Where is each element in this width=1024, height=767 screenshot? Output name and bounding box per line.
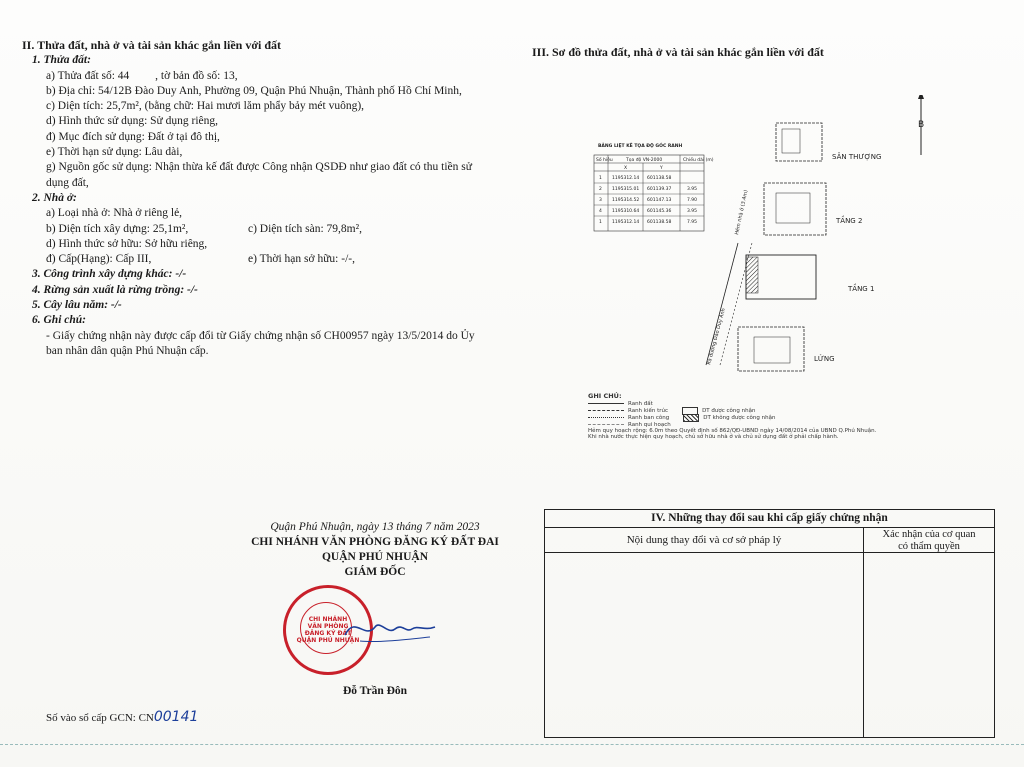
production-forest: 4. Rừng sản xuất là rừng trồng: -/-	[32, 283, 198, 296]
coord-row-length: 7.90	[687, 198, 698, 203]
th-y: Y	[660, 166, 663, 171]
coord-table-title: BẢNG LIỆT KÊ TỌA ĐỘ GÓC RANH	[598, 144, 683, 149]
legend-row-3	[588, 414, 918, 421]
confirmation-header-line-1: Xác nhận của cơ quan	[882, 529, 976, 540]
section-iv-body	[545, 553, 994, 738]
coord-row-number: 2	[599, 187, 602, 192]
issue-date: Quận Phú Nhuận, ngày 13 tháng 7 năm 2023	[270, 521, 480, 533]
th-x: X	[624, 166, 628, 171]
issuing-district: QUẬN PHÚ NHUẬN	[321, 551, 429, 563]
coord-row-number: 1	[599, 176, 602, 181]
floor2-room	[776, 193, 810, 223]
page-bottom-rule	[0, 744, 1024, 745]
changes-column-header: Nội dung thay đổi và cơ sở pháp lý	[545, 528, 864, 552]
section-ii	[22, 38, 502, 359]
floor-area: c) Diện tích sàn: 79,8m²,	[248, 222, 362, 235]
coord-row-length: 3.95	[687, 209, 698, 214]
confirmation-header-line-2: có thẩm quyền	[898, 540, 960, 552]
parcel-number: a) Thửa đất số: 44 , tờ bản đồ số: 13,	[46, 69, 238, 82]
legend-title: GHI CHÚ:	[588, 392, 622, 400]
ownership-term: e) Thời hạn sở hữu: -/-,	[248, 253, 355, 266]
gcn-number: 00141	[153, 709, 199, 725]
coord-row-number: 3	[599, 198, 602, 203]
signer-role: GIÁM ĐỐC	[344, 566, 406, 578]
legend-note-1: Hẻm quy hoạch rộng: 6.0m theo Quyết định số 862/QĐ-UBND ngày 14/08/2014 của UBND Q.Phú Nhuận.	[588, 428, 877, 434]
use-origin: g) Nguồn gốc sử dụng: Nhận thừa kế đất được Công nhận QSDĐ như giao đất có thu tiền sử dụng đất,	[46, 161, 472, 189]
section-iv-header	[545, 528, 994, 553]
coord-row-y: 601138.58	[647, 220, 672, 225]
confirmation-column-header	[864, 528, 994, 552]
house-heading: 2. Nhà ở:	[32, 191, 77, 204]
construction-area: b) Diện tích xây dựng: 25,1m²,	[46, 222, 189, 235]
perennial-trees: 5. Cây lâu năm: -/-	[32, 299, 122, 312]
legend-planning-boundary: Ranh qui hoạch	[628, 421, 671, 428]
seal-line-3: ĐĂNG KÝ ĐẤT	[304, 630, 352, 637]
coord-row-x: 1195315.01	[612, 187, 640, 192]
legend-note-2: Khi nhà nước thực hiện quy hoạch, chủ sở hữu nhà ở và chủ sử dụng đất ở phải chấp hành.	[588, 434, 839, 440]
floor1-label: TẦNG 1	[848, 285, 875, 293]
house-area-row	[22, 222, 502, 237]
changes-column-body	[545, 553, 864, 738]
coord-row-x: 1195312.14	[612, 220, 640, 225]
use-term: e) Thời hạn sử dụng: Lâu dài,	[46, 146, 183, 159]
coord-row-x: 1195310.64	[612, 209, 640, 214]
legend-land-boundary: Ranh đất	[628, 400, 653, 407]
legend-unrecognized-area: DT không được công nhận	[703, 414, 776, 421]
legend-balcony-boundary: Ranh ban công	[628, 414, 670, 421]
seal-line-1: CHI NHÁNH	[308, 616, 348, 623]
ownership-form: d) Hình thức sở hữu: Sở hữu riêng,	[46, 237, 208, 250]
road-label: Ra đường Đào Duy Anh	[706, 307, 728, 366]
coord-row-x: 1195314.52	[612, 198, 640, 203]
gcn-label: Số vào sổ cấp GCN: CN	[46, 712, 154, 724]
notes-text: - Giấy chứng nhận này được cấp đổi từ Giấy chứng nhận số CH00957 ngày 13/5/2014 do Ủy ban nhân dân quận Phú Nhuận cấp.	[46, 329, 475, 357]
signer-name: Đỗ Trần Đôn	[342, 685, 408, 697]
seal-line-4: QUẬN PHÚ NHUẬN	[296, 637, 360, 644]
parcel-diagram	[588, 95, 928, 385]
alley-label: Hẻm nhà ở (3.4m)	[734, 189, 750, 236]
th-len: Chiều dài (m)	[683, 158, 714, 163]
notes-heading: 6. Ghi chú:	[32, 314, 86, 327]
coord-row-number: 4	[599, 209, 602, 214]
land-parcel-heading: 1. Thửa đất:	[32, 54, 91, 67]
other-works: 3. Công trình xây dựng khác: -/-	[32, 268, 187, 281]
confirmation-column-body	[864, 553, 994, 738]
gcn-register-number	[46, 709, 198, 725]
issuing-org: CHI NHÁNH VĂN PHÒNG ĐĂNG KÝ ĐẤT ĐAI	[251, 536, 499, 548]
section-iii-title: III. Sơ đồ thửa đất, nhà ở và tài sản khác gắn liền với đất	[532, 45, 824, 59]
section-iv-table	[544, 509, 995, 738]
legend-recognized-area: DT được công nhận	[702, 407, 756, 414]
legend-row-4	[588, 421, 918, 428]
mezzanine-room	[754, 337, 790, 363]
legend-row-2	[588, 407, 918, 414]
legend-row-1	[588, 400, 918, 407]
handwritten-signature	[340, 605, 440, 655]
use-purpose: đ) Mục đích sử dụng: Đất ở tại đô thị,	[46, 130, 220, 143]
legend-box-unrecognized	[683, 414, 699, 422]
rooftop-label: SÂN THƯỢNG	[832, 153, 882, 161]
coord-rows	[594, 175, 704, 225]
seal-line-2: VĂN PHÒNG	[307, 623, 349, 630]
parcel-area: c) Diện tích: 25,7m², (bằng chữ: Hai mươi lăm phẩy bảy mét vuông),	[46, 100, 365, 113]
house-type: a) Loại nhà ở: Nhà ở riêng lẻ,	[46, 207, 183, 220]
north-arrow-icon	[918, 95, 924, 99]
th-stt: Số hiệu	[596, 158, 613, 163]
coordinate-table	[594, 141, 714, 231]
legend-arch-boundary: Ranh kiến trúc	[628, 407, 669, 414]
use-form: d) Hình thức sử dụng: Sử dụng riêng,	[46, 115, 219, 128]
floor1-hatched-area	[746, 257, 758, 293]
rooftop-room	[782, 129, 800, 153]
coord-row-y: 601145.36	[647, 209, 672, 214]
house-grade-row	[22, 252, 502, 267]
house-grade: đ) Cấp(Hạng): Cấp III,	[46, 253, 152, 266]
section-iv-title: IV. Những thay đổi sau khi cấp giấy chứng nhận	[545, 510, 994, 528]
mezzanine-outline	[738, 327, 804, 371]
coord-row-x: 1195312.14	[612, 176, 640, 181]
rooftop-outline	[776, 123, 822, 161]
coord-row-number: 1	[599, 220, 602, 225]
north-label: B	[918, 120, 925, 130]
coord-row-y: 601139.37	[647, 187, 672, 192]
coord-row-y: 601147.13	[647, 198, 672, 203]
diagram-legend	[588, 392, 918, 440]
mezzanine-label: LỬNG	[814, 355, 835, 363]
coord-row-y: 601138.58	[647, 176, 672, 181]
th-coord: Tọa độ VN-2000	[626, 158, 663, 163]
section-ii-title: II. Thửa đất, nhà ở và tài sản khác gắn liền với đất	[22, 38, 282, 52]
coord-row-length: 7.95	[687, 220, 698, 225]
floor2-outline	[764, 183, 826, 235]
coord-row-length: 3.95	[687, 187, 698, 192]
floor2-label: TẦNG 2	[836, 217, 863, 225]
parcel-address: b) Địa chỉ: 54/12B Đào Duy Anh, Phường 09, Quận Phú Nhuận, Thành phố Hồ Chí Minh,	[46, 84, 462, 97]
